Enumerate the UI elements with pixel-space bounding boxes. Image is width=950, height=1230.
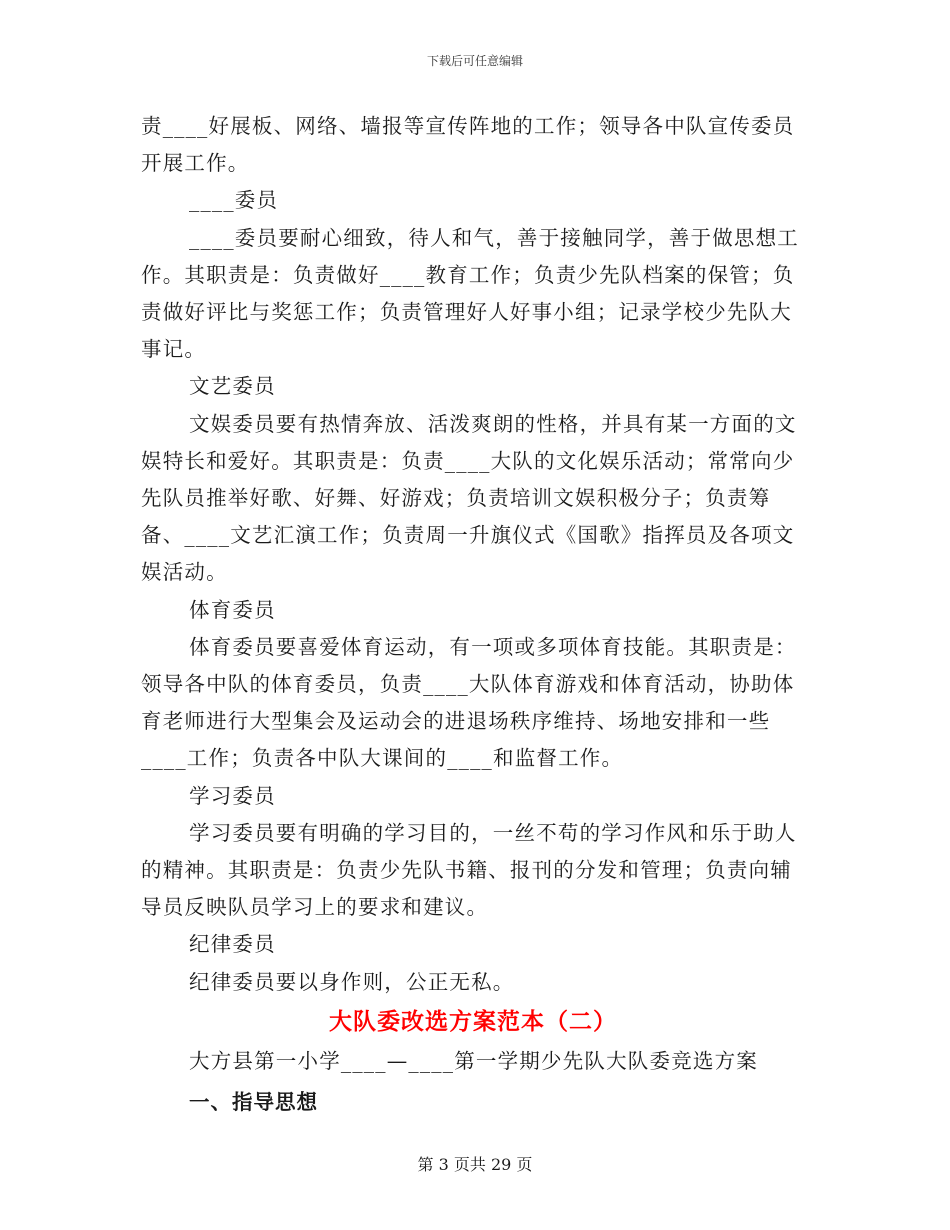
- paragraph-propaganda-duties: 责____好展板、网络、墙报等宣传阵地的工作；领导各中队宣传委员开展工作。: [141, 114, 795, 176]
- page-footer: 第 3 页共 29 页: [417, 1155, 533, 1174]
- page-header: 下载后可任意编辑: [426, 54, 523, 68]
- paragraph-study-duties: 学习委员要有明确的学习目的，一丝不苟的学习作风和乐于助人的精神。其职责是：负责少先队书籍、报刊的分发和管理；负责向辅导员反映队员学习上的要求和建议。: [141, 820, 797, 920]
- role-heading-discipline: 纪律委员: [189, 932, 276, 957]
- paragraph-blank-duties: ____委员要耐心细致，待人和气，善于接触同学，善于做思想工作。其职责是：负责做好____教育工作；负责少先队档案的保管；负责做好评比与奖惩工作；负责管理好人好事小组；记录学校少先队大事记。: [141, 225, 799, 362]
- paragraph-sports-duties: 体育委员要喜爱体育运动，有一项或多项体育技能。其职责是：领导各中队的体育委员，负责____大队体育游戏和体育活动，协助体育老师进行大型集会及运动会的进退场秩序维持、场地安排和一些____工作；负责各中队大课间的____和监督工作。: [141, 634, 797, 771]
- role-heading-arts: 文艺委员: [189, 374, 276, 399]
- intro-line: 大方县第一小学____—____第一学期少先队大队委竞选方案: [189, 1048, 758, 1073]
- paragraph-discipline-duties: 纪律委员要以身作则，公正无私。: [189, 969, 515, 994]
- paragraph-arts-duties: 文娱委员要有热情奔放、活泼爽朗的性格，并具有某一方面的文娱特长和爱好。其职责是：负责____大队的文化娱乐活动；常常向少先队员推举好歌、好舞、好游戏；负责培训文娱积极分子；负责筹备、____文艺汇演工作；负责周一升旗仪式《国歌》指挥员及各项文娱活动。: [141, 411, 797, 585]
- role-heading-blank: ____委员: [189, 188, 279, 213]
- heading-guiding-ideology: 一、指导思想: [189, 1090, 318, 1115]
- role-heading-study: 学习委员: [189, 783, 276, 808]
- document-body: [141, 108, 805, 1121]
- section-title: 大队委改选方案范本（二）: [329, 1007, 617, 1035]
- role-heading-sports: 体育委员: [189, 597, 276, 622]
